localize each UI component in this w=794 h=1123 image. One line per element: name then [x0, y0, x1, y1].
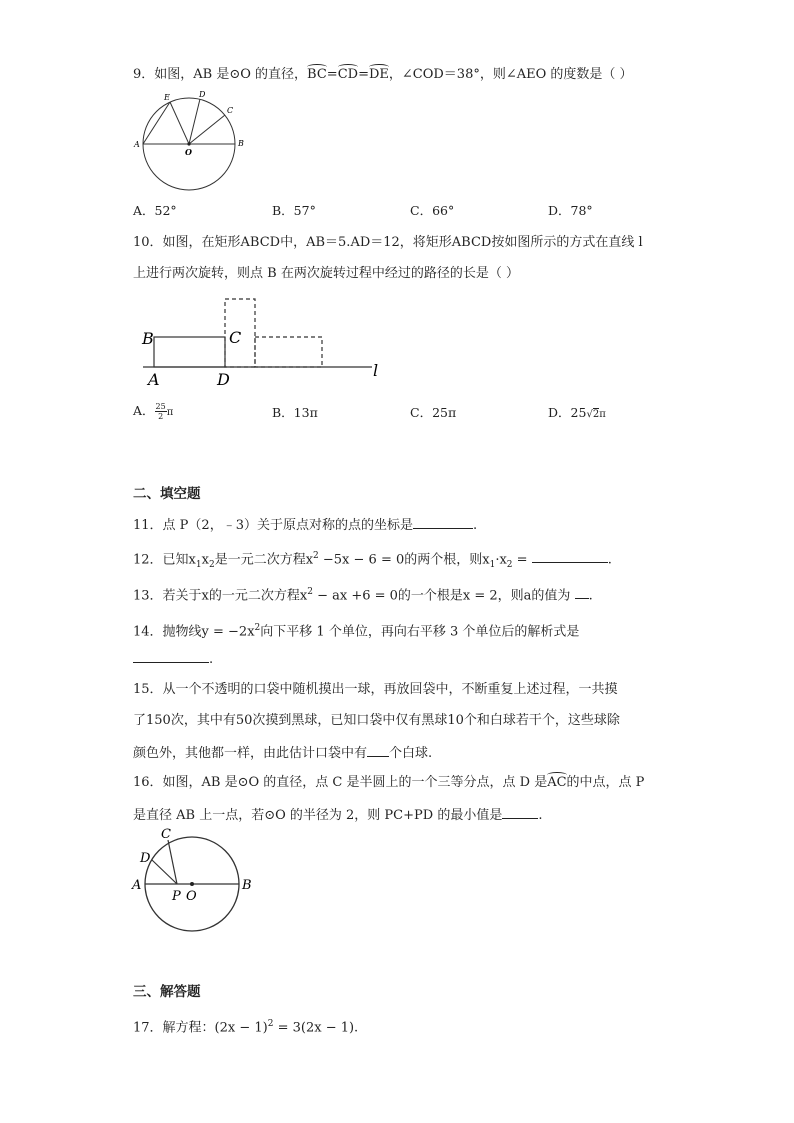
- q9-label-c: C: [227, 106, 234, 115]
- arc-ac: AC: [547, 773, 566, 793]
- q10-figure: [140, 295, 390, 390]
- q15-line2: 了150次，其中有50次摸到黑球，已知口袋中仅有黑球10个和白球若干个，这些球除: [133, 713, 620, 728]
- q12: 12．已知$x_1x_2$是一元二次方程$x^2 -5x - 6 = 0$的两个根，则$x_1\cdot x_2$ = .: [133, 546, 612, 575]
- q16-center-dot: [190, 882, 194, 886]
- q9-radius-oe: [170, 102, 189, 144]
- q14: 14．抛物线$y = -2x^2$向下平移 1 个单位，再向右平移 3 个单位后的解析式是: [133, 623, 580, 640]
- q9-option-a: A．52°: [133, 203, 177, 218]
- q10-label-d: D: [217, 370, 230, 389]
- q10-line2: 上进行两次旋转，则点 B 在两次旋转过程中经过的路径的长是（ ）: [133, 266, 519, 281]
- q12-answer-blank[interactable]: [532, 548, 608, 563]
- q14-answer-blank[interactable]: [133, 648, 209, 663]
- q10-label-l: l: [373, 361, 379, 380]
- q11-answer-blank[interactable]: [413, 514, 473, 529]
- q15-line3: 颜色外，其他都一样，由此估计口袋中有 个白球.: [133, 742, 432, 764]
- q10-rotated-rect-2: [255, 337, 322, 367]
- q9-radius-oc: [189, 115, 225, 144]
- q9-label-o: O: [185, 147, 192, 157]
- q16-label-p: P: [172, 889, 181, 904]
- q11: 11．点 P（2，﹣3）关于原点对称的点的坐标是 .: [133, 514, 477, 536]
- q16-label-a: A: [132, 878, 142, 893]
- q10-line1: 10．如图，在矩形ABCD中，AB＝5.AD＝12，将矩形ABCD按如图所示的方式在直线 l: [133, 235, 643, 250]
- q9-option-b: B．57°: [272, 203, 316, 218]
- q10-option-c: C．25π: [410, 405, 457, 420]
- q9-radius-od: [189, 99, 200, 144]
- q9-figure: [133, 88, 253, 198]
- q16-label-d: D: [140, 851, 151, 866]
- q13-answer-blank[interactable]: [575, 584, 589, 599]
- section-fill-in: 二、填空题: [133, 486, 201, 502]
- q16-label-b: B: [242, 878, 252, 893]
- sqrt-symbol: √: [586, 409, 593, 420]
- q10-label-c: C: [229, 328, 242, 347]
- q15-answer-blank[interactable]: [367, 742, 389, 757]
- q10-option-b: B．13π: [272, 405, 318, 420]
- q16-label-c: C: [161, 827, 171, 842]
- q16-answer-blank[interactable]: [502, 804, 538, 819]
- q10-rectangle: [154, 337, 225, 367]
- q9-stem: 9．如图，AB 是⊙O 的直径，BC=CD=DE，∠COD＝38°，则∠AEO 的度数是（ ）: [133, 65, 633, 85]
- q9-label-e: E: [164, 93, 170, 102]
- q13: 13．若关于x的一元二次方程$x^2$ − ax +6 = 0的一个根是x = 2，则a的值为 .: [133, 582, 593, 606]
- q10-option-d: D．25√2π: [548, 405, 606, 420]
- q9-label-d: D: [199, 90, 206, 99]
- q16-figure: [130, 826, 258, 936]
- arc-de: DE: [369, 65, 389, 85]
- q16-line1: 16．如图，AB 是⊙O 的直径，点 C 是半圆上的一个三等分点，点 D 是AC的中点，点 P: [133, 773, 644, 793]
- section-solve: 三、解答题: [133, 984, 201, 1000]
- q10-option-a-fraction: $\frac{25}{2}$: [155, 402, 166, 421]
- q9-label-a: A: [134, 140, 140, 149]
- q9-chord-ae: [143, 102, 170, 144]
- q10-label-a: A: [148, 370, 160, 389]
- q17: 17．解方程：$(2x - 1)^2 = 3(2x - 1)$.: [133, 1019, 359, 1036]
- q16-line2: 是直径 AB 上一点，若⊙O 的半径为 2，则 PC+PD 的最小值是 .: [133, 804, 542, 826]
- q16-label-o: O: [186, 889, 197, 904]
- q9-option-d: D．78°: [548, 203, 593, 218]
- q9-label-b: B: [238, 139, 244, 148]
- q10-label-b: B: [142, 329, 154, 348]
- q9-option-c: C．66°: [410, 203, 455, 218]
- q10-option-a: A． $\frac{25}{2}$ π: [133, 402, 174, 421]
- q9-center-dot: [187, 142, 190, 145]
- q14-answer-line: .: [133, 648, 213, 670]
- arc-bc: BC: [307, 65, 327, 85]
- q15-line1: 15．从一个不透明的口袋中随机摸出一球，再放回袋中，不断重复上述过程，一共摸: [133, 682, 618, 697]
- arc-cd: CD: [338, 65, 358, 85]
